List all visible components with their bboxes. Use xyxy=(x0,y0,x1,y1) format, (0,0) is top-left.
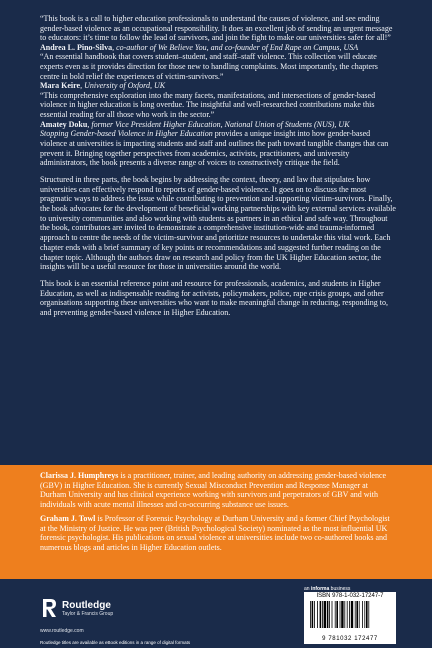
barcode-stripe xyxy=(310,601,311,628)
barcode-stripe xyxy=(340,601,341,628)
barcode-stripe xyxy=(324,601,326,628)
barcode-stripe xyxy=(341,601,343,628)
endorsement-attribution xyxy=(40,120,396,130)
barcode-stripe xyxy=(314,601,315,628)
author-bio-panel xyxy=(0,465,432,579)
isbn-label: ISBN 978-1-032-17247-7 xyxy=(316,593,384,599)
endorsement-text: “This book is a call to higher education professionals to understand the causes of violence, and see ending gender-based violence as an occupational responsibility. It does an excellent job of sending an urgent message to educators: it’s time to follow the lead of survivors, and join the fight to make our universities safer for all!” xyxy=(40,14,393,43)
barcode-stripe xyxy=(347,601,348,628)
endorsement-3 xyxy=(40,91,396,129)
barcode-stripe xyxy=(329,601,330,628)
endorser-name: Mara Keire xyxy=(40,81,81,91)
barcode-stripe xyxy=(312,601,314,628)
publisher-website[interactable]: www.routledge.com xyxy=(40,628,84,634)
endorsement-text: “This comprehensive exploration into the many facets, manifestations, and intersections of gender-based violence in higher education is long overdue. The insightful and well-researched contributions make this essential reading for all those who work in the sector.” xyxy=(40,90,376,119)
imprint-suffix: business xyxy=(329,586,351,592)
barcode-number: 9 781032 172477 xyxy=(322,636,378,642)
barcode-stripe xyxy=(349,601,350,628)
barcode-stripe xyxy=(355,601,356,628)
imprint-prefix: an xyxy=(304,586,311,592)
publisher-name: Routledge xyxy=(62,599,111,611)
endorsement-text: “An essential handbook that covers student–student, and staff–staff violence. This collection will educate experts even as it provides direction for those new to handling complaints. Most importantly, the chapters centre in bold relief the experiences of victim-survivors.” xyxy=(40,52,378,81)
description-paragraph-1 xyxy=(40,129,396,168)
author-bio-text: is Professor of Forensic Psychology at Durham University and a former Chief Psychologist at the Ministry of Justice. He was peer (British Psychological Society) nominated as the most influential UK forensic psychologist. His publications on sexual violence at universities include two co-authored books and numerous blogs and articles in Higher Education outlets. xyxy=(40,513,390,552)
barcode-stripe xyxy=(322,601,323,628)
barcode-stripe xyxy=(356,601,358,628)
author-name: Clarissa J. Humphreys xyxy=(40,471,119,480)
endorsement-attribution xyxy=(40,81,396,91)
barcode-icon xyxy=(310,601,390,635)
barcode-stripe xyxy=(344,601,345,628)
isbn-barcode xyxy=(304,592,396,644)
routledge-r-icon xyxy=(40,597,58,619)
author-bio-1 xyxy=(40,471,396,510)
description-text: provides a unique insight into how gender-based violence at universities is impacting students and staff and outlines the path toward tangible changes that can prevent it. Bringing together perspectives from academics, activists, practitioners, and university administrators, the book presents a diverse range of voices to constructively critique the field. xyxy=(40,129,389,168)
barcode-stripe xyxy=(368,601,369,628)
endorsement-1 xyxy=(40,14,396,52)
barcode-stripe xyxy=(320,601,322,628)
barcode-stripe xyxy=(336,601,338,628)
barcode-stripe xyxy=(359,601,360,628)
barcode-stripe xyxy=(351,601,353,628)
author-bio-text: is a practitioner, trainer, and leading authority on addressing gender-based violence (GBV) in Higher Education. She is currently Sexual Misconduct Prevention and Response Manager at Durham University and has clinical experience working with survivors and perpetrators of GBV and with individuals with acute mental illnesses and co-occurring substance use issues. xyxy=(40,471,387,510)
publisher-group: Taylor & Francis Group xyxy=(62,610,114,617)
barcode-stripe xyxy=(335,601,336,628)
endorsement-2 xyxy=(40,52,396,90)
endorser-role: , co-author of We Believe You, and co-founder of End Rape on Campus, USA xyxy=(112,42,359,52)
endorser-name: Andrea L. Pino-Silva xyxy=(40,42,113,52)
author-name: Graham J. Towl xyxy=(40,513,96,523)
imprint-brand: informa xyxy=(310,586,330,592)
endorser-role: , University of Oxford, UK xyxy=(80,81,166,91)
barcode-stripe xyxy=(362,601,363,628)
description-paragraph-3: This book is an essential reference point and resource for professionals, academics, and students in Higher Education, as well as indispensable reading for activists, policymakers, police, rape crisis groups, and other organisations supporting these universities who want to make meaningful change in reducing, responding to, and preventing gender-based violence in Higher Education. xyxy=(40,278,389,318)
barcode-stripe xyxy=(364,601,365,628)
cover-main-text xyxy=(40,14,396,325)
description-paragraph-2: Structured in three parts, the book begins by addressing the context, theory, and law that stipulates how universities can effectively respond to reports of gender-based violence. It goes on to discuss the most pragmatic ways to address the issue while contributing to prevention and supporting victim-survivors. Finally, the book advocates for the development of beneficial working partnerships with key external services available to university communities and also working with students as partners in an ethical and safe way. Throughout the book, contributors are invited to demonstrate a comprehensive institution-wide and trauma-informed approach to centre the needs of the victim-survivor and prioritize resources to undertake this vital work. Each chapter ends with a brief summary of key points or recommendations and suggested further reading on the chapter topic. Although the authors draw on research and policy from the UK Higher Education sector, the insights will be a useful resource for those in universities around the world. xyxy=(40,174,396,272)
barcode-stripe xyxy=(327,601,329,628)
endorser-role: , former Vice President Higher Education, National Union of Students (NUS), UK xyxy=(87,119,350,129)
author-bio-2 xyxy=(40,514,396,553)
publisher-logo xyxy=(40,595,120,621)
endorser-name: Amatey Doku xyxy=(40,119,88,129)
barcode-stripe xyxy=(317,601,318,628)
ebook-disclaimer: Routledge titles are available as eBook editions in a range of digital formats xyxy=(40,640,191,645)
barcode-stripe xyxy=(332,601,333,628)
book-title-inline: Stopping Gender-based Violence in Higher Education xyxy=(40,129,213,139)
barcode-stripe xyxy=(366,601,368,628)
endorsement-attribution xyxy=(40,43,396,53)
